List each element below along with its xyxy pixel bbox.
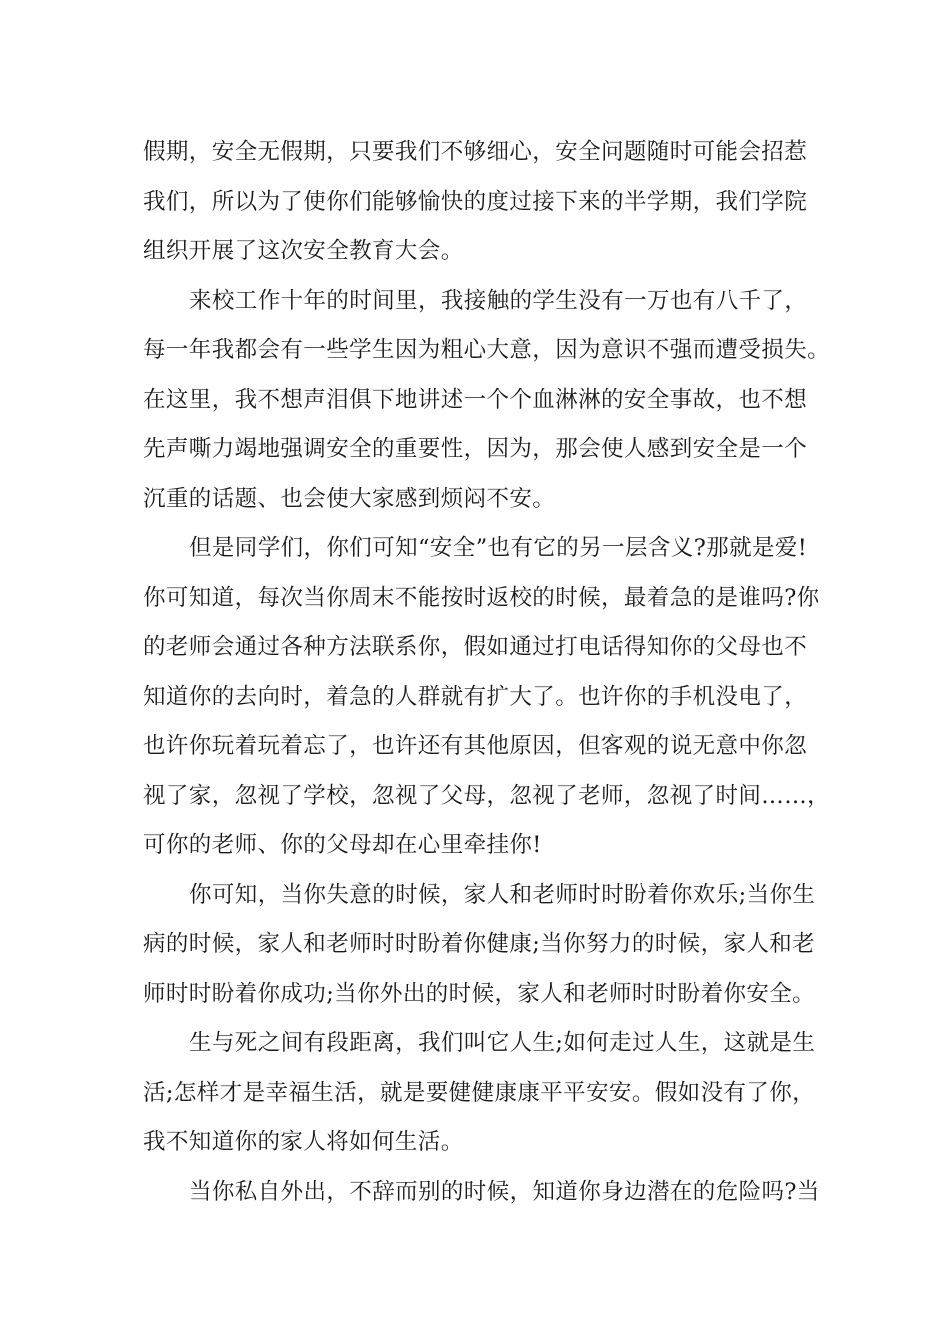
- text-line: 假期，安全无假期，只要我们不够细心，安全问题随时可能会招惹: [143, 139, 808, 165]
- paragraph-first-line: 但是同学们，你们可知“安全”也有它的另一层含义?那就是爱!: [189, 535, 808, 561]
- paragraph-first-line: 来校工作十年的时间里，我接触的学生没有一万也有八千了，: [189, 287, 808, 314]
- paragraph-first-line: 你可知，当你失意的时候，家人和老师时时盼着你欢乐;当你生: [189, 881, 816, 908]
- text-line: 知道你的去向时，着急的人群就有扩大了。也许你的手机没电了，: [143, 683, 808, 710]
- text-line: 可你的老师、你的父母却在心里牵挂你!: [143, 832, 542, 858]
- text-line: 视了家，忽视了学校，忽视了父母，忽视了老师，忽视了时间……，: [143, 782, 831, 809]
- text-line: 先声嘶力竭地强调安全的重要性，因为，那会使人感到安全是一个: [143, 436, 808, 462]
- text-line: 病的时候，家人和老师时时盼着你健康;当你努力的时候，家人和老: [143, 931, 816, 957]
- text-line: 在这里，我不想声泪俱下地讲述一个个血淋淋的安全事故，也不想: [143, 386, 808, 413]
- text-line: 活;怎样才是幸福生活，就是要健健康康平平安安。假如没有了你，: [143, 1079, 816, 1106]
- text-line: 组织开展了这次安全教育大会。: [143, 238, 464, 264]
- text-line: 每一年我都会有一些学生因为粗心大意，因为意识不强而遭受损失。: [143, 337, 831, 363]
- text-line: 的老师会通过各种方法联系你，假如通过打电话得知你的父母也不: [143, 634, 808, 660]
- text-line: 你可知道，每次当你周末不能按时返校的时候，最着急的是谁吗?你: [143, 584, 820, 611]
- paragraph-first-line: 生与死之间有段距离，我们叫它人生;如何走过人生，这就是生: [189, 1030, 816, 1056]
- text-line: 沉重的话题、也会使大家感到烦闷不安。: [143, 485, 556, 512]
- text-line: 我不知道你的家人将如何生活。: [143, 1129, 464, 1155]
- text-line: 师时时盼着你成功;当你外出的时候，家人和老师时时盼着你安全。: [143, 980, 816, 1007]
- text-line: 也许你玩着玩着忘了，也许还有其他原因，但客观的说无意中你忽: [143, 733, 808, 759]
- text-line: 我们，所以为了使你们能够愉快的度过接下来的半学期，我们学院: [143, 188, 808, 215]
- paragraph-first-line: 当你私自外出，不辞而别的时候，知道你身边潜在的危险吗?当: [189, 1178, 820, 1205]
- document-body: [143, 128, 831, 1217]
